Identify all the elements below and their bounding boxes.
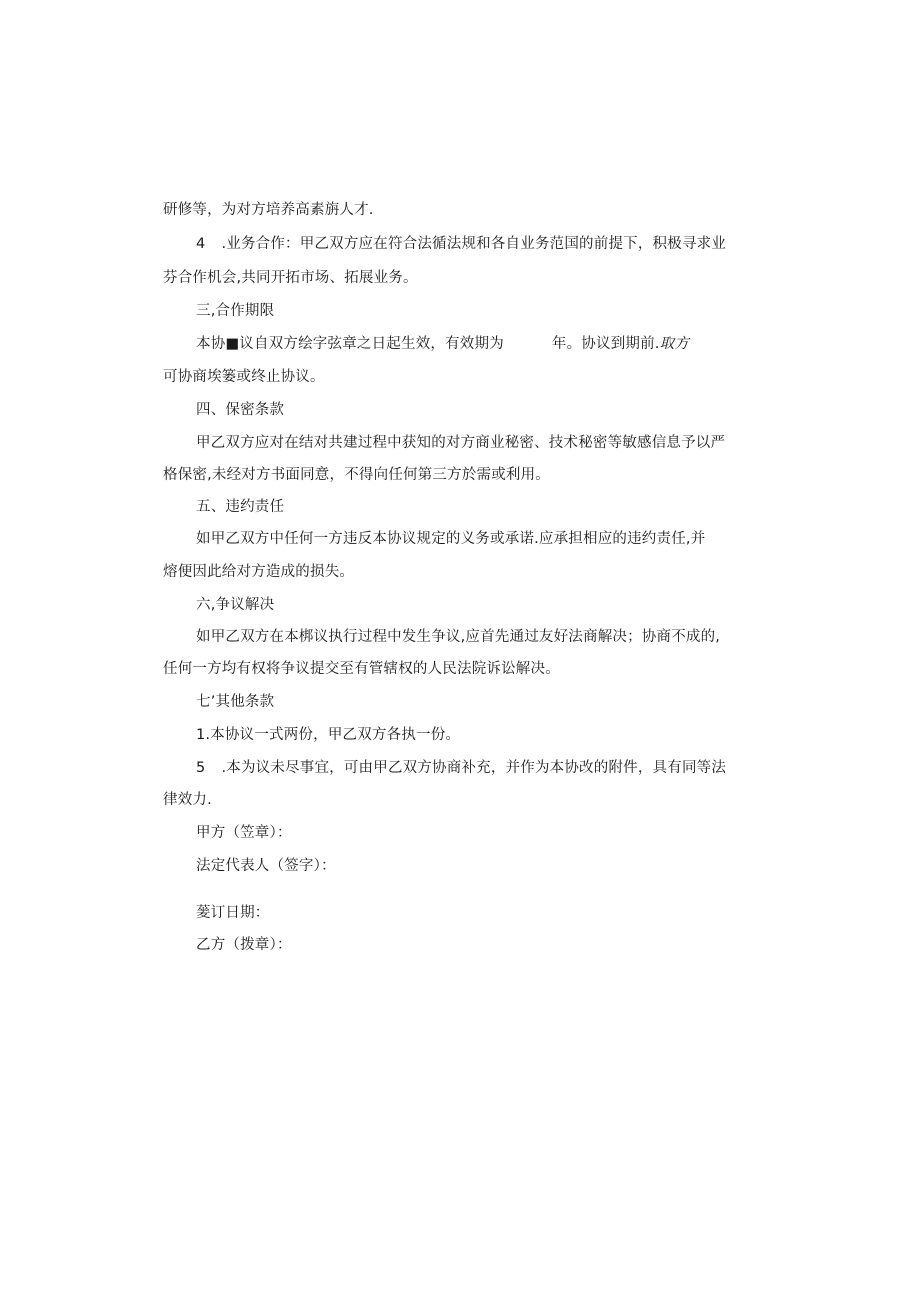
heading-text: 六,争议解决 [196, 597, 275, 613]
heading-text: 三,合作期限 [196, 303, 275, 319]
paragraph-line [163, 465, 550, 485]
paragraph-line [196, 627, 720, 647]
paragraph-line [163, 659, 560, 679]
line-text: 律效力. [163, 792, 212, 808]
paragraph-line [163, 790, 212, 810]
section-heading-other [196, 692, 274, 712]
section-heading-term [196, 301, 274, 321]
signature-party-b-seal [196, 935, 292, 955]
signature-party-a-seal [196, 823, 292, 843]
signature-label: 法定代表人（签字）： [196, 858, 336, 874]
signature-legal-rep [196, 856, 336, 876]
heading-text: 五、违约责任 [196, 499, 285, 515]
line-text: 格保密,未经对方书面同意，不得向任何第三方於需或利用。 [163, 467, 551, 483]
signature-label: 蓌订日期： [196, 905, 270, 921]
line-text: 芬合作机会,共同开拓市场、拓展业务。 [163, 270, 418, 286]
line-text: 1.本协议一式两份，甲乙双方各执一份。 [196, 727, 461, 743]
paragraph-line [196, 529, 705, 549]
line-text: 可协商埃篓或终止协议。 [163, 369, 325, 385]
paragraph-line [163, 562, 354, 582]
signature-label: 乙方（拨章）： [196, 937, 292, 953]
line-text: .本为议未尽事宜，可由甲乙双方协商补充，并作为本协改的附件，具有同等法 [221, 760, 727, 776]
paragraph-line [196, 433, 725, 453]
line-text: 任何一方均有权将争议提交至有管辖权的人民法院诉讼解决。 [163, 661, 560, 677]
line-text: 如甲乙双方在本梆议执行过程中发生争议,应首先通过友好法商解决；协商不成的, [196, 629, 721, 645]
section-heading-confidentiality [196, 400, 284, 420]
clause-item-4 [196, 234, 726, 254]
paragraph-line [196, 334, 689, 354]
clause-item-1 [196, 725, 460, 745]
paragraph-line [163, 200, 374, 220]
heading-text: 四、保密条款 [196, 402, 285, 418]
paragraph-line [163, 367, 325, 387]
clause-item-5 [196, 758, 726, 778]
clause-number: 5 [196, 760, 206, 776]
signature-date [196, 903, 270, 923]
section-heading-liability [196, 497, 284, 517]
line-text: 研修等，为对方培养高素旃人才. [163, 202, 374, 218]
line-text-italic: 取方 [659, 336, 690, 352]
clause-number: 4 [196, 236, 206, 252]
line-text: 熔便因此给对方造成的损失。 [163, 564, 355, 580]
line-text-before-blank: 本协■议自双方绘字弦章之日起生效，有效期为 [196, 336, 504, 352]
line-text-after-blank: 年。协议到期前. [551, 336, 660, 352]
line-text: 甲乙双方应对在结对共建过程中获知的对方商业秘密、技术秘密等敏感信息予以严 [196, 435, 726, 451]
paragraph-line [163, 268, 418, 288]
heading-text: 七’其他条款 [196, 694, 275, 710]
line-text: 如甲乙双方中任何一方违反本协议规定的义务或承诺.应承担相应的违约责任,并 [196, 531, 706, 547]
line-text: .业务合作：甲乙双方应在符合法循法规和各自业务范国的前提下，积极寻求业 [221, 236, 727, 252]
signature-label: 甲方（笠章）： [196, 825, 292, 841]
section-heading-dispute [196, 595, 274, 615]
